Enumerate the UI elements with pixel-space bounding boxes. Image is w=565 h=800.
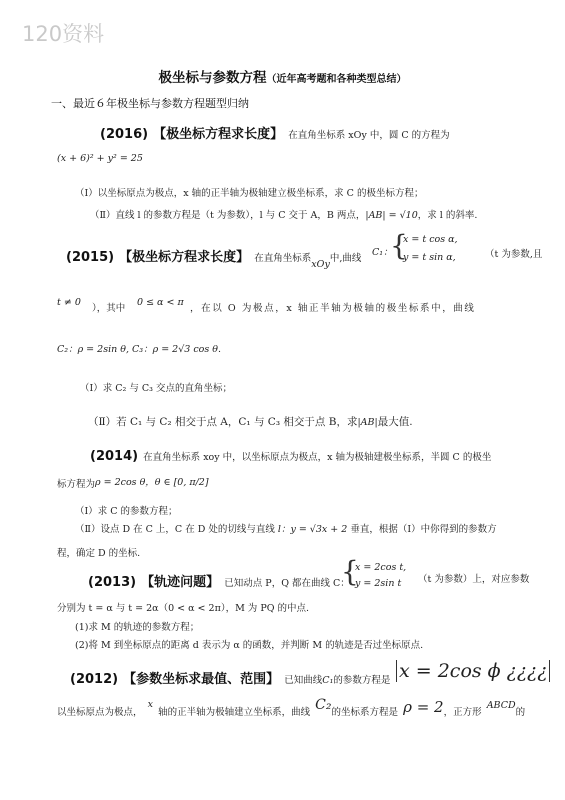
line-2-mid: 轴的正半轴为极轴建立坐标系，曲线 [158, 707, 311, 718]
problem-intro: 在直角坐标系 [254, 253, 312, 264]
question-2-text: （Ⅱ）若 C₁ 与 C₂ 相交于点 A，C₁ 与 C₃ 相交于点 B，求 [88, 416, 358, 428]
topic-tag: 【参数坐标求最值、范围】 [123, 672, 280, 687]
page-title [0, 66, 565, 86]
xoy-label: xOy [311, 259, 330, 270]
question-2-rest: 垂直，根据（Ⅰ）中你得到的参数方 [350, 524, 497, 535]
line-2-end: 的 [515, 707, 526, 718]
question-2 [75, 521, 497, 535]
question-2 [90, 207, 477, 221]
section-heading: 一、最近６年极坐标与参数方程题型归纳 [51, 97, 249, 110]
title-main: 极坐标与参数方程 [158, 70, 267, 86]
semicircle-equation: ρ = 2cos θ，θ ∈ [0, π/2] [95, 477, 209, 488]
line-2-text: 以坐标原点为极点， [57, 707, 143, 718]
title-sub: （近年高考题和各种类型总结） [266, 74, 407, 85]
curve-equations: C₂：ρ = 2sin θ, C₃：ρ = 2√3 cos θ. [57, 344, 222, 355]
watermark: 120资料 [22, 22, 105, 46]
curve-c1-label: C₁： [372, 247, 393, 258]
circle-equation: (x + 6)² + y² = 25 [57, 153, 143, 164]
line-2-rest: ，在以 O 为极点，x 轴正半轴为极轴的极坐标系中，曲线 [190, 303, 476, 314]
problem-2016-heading [100, 123, 450, 142]
year-label: (2013) [88, 575, 137, 590]
topic-tag: 【极坐标方程求长度】 [153, 127, 284, 142]
rho-equation: ρ = 2 [403, 698, 444, 716]
curve-c1-label: C₁ [322, 675, 334, 686]
question-2-text: （Ⅱ）设点 D 在 C 上，C 在 D 处的切线与直线 [75, 524, 275, 535]
system-line-2: y = 2sin t [355, 578, 402, 589]
problem-intro: 已知曲线 [284, 675, 323, 686]
curve-c2-label: C₂ [315, 697, 332, 713]
question-2 [88, 414, 413, 429]
line-2-text: ），其中 [92, 303, 126, 314]
param-note: （t 为参数,且 [485, 249, 543, 260]
t-condition: t ≠ 0 [57, 297, 81, 308]
problem-intro: 在直角坐标系 xOy 中，圆 C 的方程为 [288, 130, 450, 141]
parametric-equation-text: x = 2cos ϕ ¿¿¿¿ [399, 660, 548, 682]
problem-mid: 的参数方程是 [333, 675, 391, 686]
parametric-equation [396, 660, 550, 682]
system-line-1: x = 2cos t, [355, 562, 407, 573]
system-brace: { [390, 229, 408, 262]
problem-mid: 中,曲线 [329, 253, 362, 264]
problem-2014-heading [90, 445, 491, 464]
line-equation: l：y = √3x + 2 [277, 524, 348, 535]
problem-intro: 在直角坐标系 xoy 中，以坐标原点为极点，x 轴为极轴建极坐标系，半圆 C 的极坐 [143, 452, 492, 463]
question-1: （Ⅰ）求 C 的参数方程； [75, 506, 178, 517]
x-label: x [147, 699, 153, 710]
problem-2013-heading [88, 571, 350, 590]
system-line-1: x = t cos α, [403, 234, 458, 245]
question-2-end: ，求 l 的斜率. [417, 210, 478, 221]
line-2-text: 标方程为 [57, 479, 96, 490]
year-label: (2014) [90, 449, 139, 464]
problem-intro: 已知动点 P，Q 都在曲线 C： [224, 578, 350, 589]
line-2-eq-intro: 的坐标系方程是 [331, 707, 399, 718]
question-1: （Ⅰ）以坐标原点为极点，x 轴的正半轴为极轴建立极坐标系，求 C 的极坐标方程； [75, 188, 424, 199]
year-label: (2015) [66, 250, 115, 265]
year-label: (2016) [100, 127, 149, 142]
question-2-text: （Ⅱ）直线 l 的参数方程是（t 为参数），l 与 C 交于 A，B 两点， [90, 210, 366, 221]
question-1: (1)求 M 的轨迹的参数方程； [75, 622, 200, 633]
problem-2015-heading [66, 246, 362, 270]
square-intro: ，正方形 [443, 707, 482, 718]
question-2-end: 程，确定 D 的坐标. [57, 548, 141, 559]
problem-2012-line-2 [57, 697, 526, 719]
ab-length: |AB| [357, 417, 378, 428]
topic-tag: 【极坐标方程求长度】 [119, 250, 250, 265]
question-2: (2)将 M 到坐标原点的距离 d 表示为 α 的函数，并判断 M 的轨迹是否过坐标原点. [75, 640, 424, 651]
param-note: （t 为参数）上，对应参数 [418, 574, 530, 585]
system-line-2: y = t sin α, [403, 252, 456, 263]
year-label: (2012) [70, 672, 119, 687]
line-2-text: 分别为 t = α 与 t = 2α（0 < α < 2π），M 为 PQ 的中点. [57, 603, 310, 614]
question-1: （Ⅰ）求 C₂ 与 C₃ 交点的直角坐标； [80, 383, 232, 394]
square-label: ABCD [486, 700, 516, 711]
problem-2012-heading [70, 668, 390, 687]
question-2-end: 最大值. [377, 416, 413, 428]
ab-length: |AB| = √10 [365, 210, 418, 221]
topic-tag: 【轨迹问题】 [141, 575, 220, 590]
system-brace: { [341, 555, 359, 588]
alpha-range: 0 ≤ α < π [137, 297, 184, 308]
